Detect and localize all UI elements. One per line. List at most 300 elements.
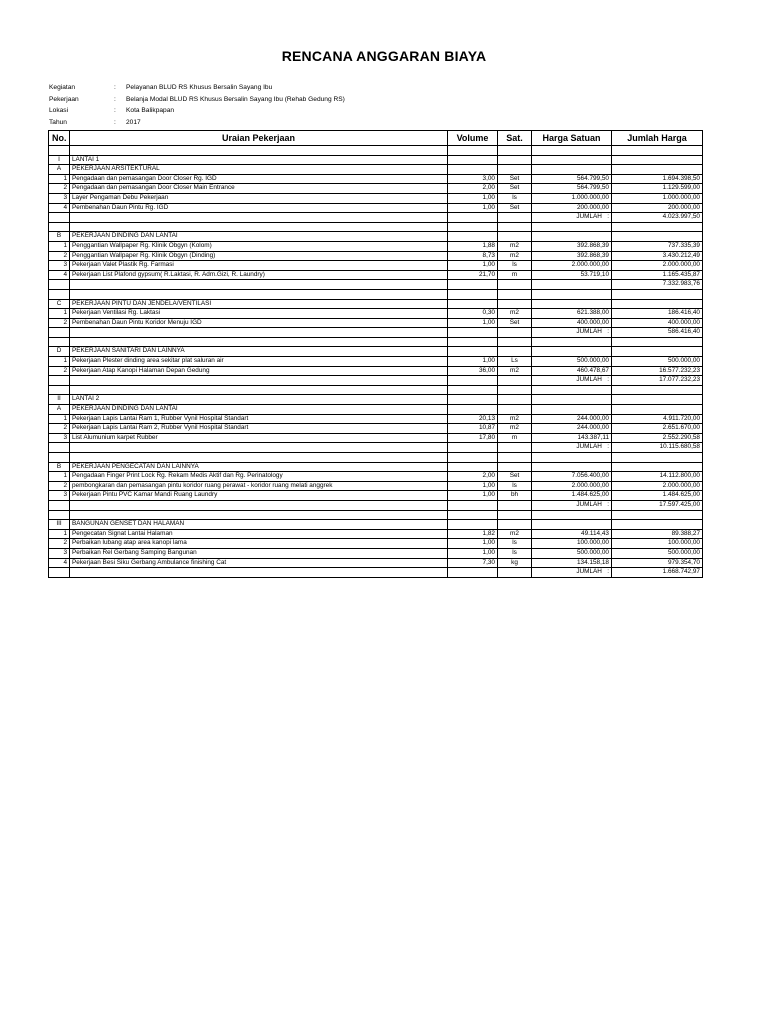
- empty-cell: [70, 289, 448, 299]
- subtotal-value: 1.668.742,97: [612, 568, 703, 578]
- table-row: [49, 548, 703, 558]
- item-volume: 1,88: [448, 241, 498, 251]
- section-row: [49, 165, 703, 175]
- section-no: A: [49, 405, 70, 415]
- table-row: [49, 184, 703, 194]
- header-uraian: Uraian Pekerjaan: [70, 131, 448, 146]
- item-total: 500.000,00: [612, 548, 703, 558]
- spacer-row: [49, 146, 703, 156]
- table-row: [49, 309, 703, 319]
- item-no: 2: [49, 539, 70, 549]
- meta-value: Pelayanan BLUD RS Khusus Bersalin Sayang Ibu: [126, 84, 273, 91]
- section-title: BANGUNAN GENSET DAN HALAMAN: [70, 520, 448, 530]
- item-unit-price: 244.000,00: [532, 424, 612, 434]
- meta-label: Pekerjaan: [49, 95, 79, 103]
- empty-cell: [70, 280, 448, 290]
- empty-cell: [498, 376, 532, 386]
- empty-cell: [498, 520, 532, 530]
- meta-label: Kegiatan: [49, 84, 76, 91]
- item-description: Pengecatan Signat Lantai Halaman: [70, 529, 448, 539]
- item-unit-price: 564.799,50: [532, 174, 612, 184]
- item-no: 3: [49, 433, 70, 443]
- item-volume: 8,73: [448, 251, 498, 261]
- table-row: [49, 366, 703, 376]
- empty-cell: [49, 568, 70, 578]
- empty-cell: [448, 165, 498, 175]
- item-total: 500.000,00: [612, 357, 703, 367]
- item-no: 1: [49, 241, 70, 251]
- meta-row: [49, 105, 345, 117]
- section-no: B: [49, 232, 70, 242]
- subtotal-value: 4.023.997,50: [612, 213, 703, 223]
- header-sat: Sat.: [498, 131, 532, 146]
- empty-cell: [70, 510, 448, 520]
- item-total: 737.335,39: [612, 241, 703, 251]
- item-total: 200.000,00: [612, 203, 703, 213]
- item-volume: 1,00: [448, 261, 498, 271]
- subtotal-label: [532, 443, 612, 453]
- item-unit-price: 134.158,18: [532, 558, 612, 568]
- table-row: [49, 414, 703, 424]
- item-description: Pekerjaan List Plafond gypsum( R.Laktasi, R. Adm.Gizi, R. Laundry): [70, 270, 448, 280]
- item-unit-price: 143.387,11: [532, 433, 612, 443]
- item-no: 2: [49, 424, 70, 434]
- spacer-row: [49, 453, 703, 463]
- empty-cell: [49, 385, 70, 395]
- section-title: PEKERJAAN PINTU DAN JENDELA/VENTILASI: [70, 299, 448, 309]
- empty-cell: [49, 510, 70, 520]
- meta-separator: :: [114, 95, 116, 103]
- subtotal-label-text: JUMLAH: [576, 568, 602, 576]
- item-volume: 36,00: [448, 366, 498, 376]
- item-volume: 1,00: [448, 318, 498, 328]
- meta-separator: :: [114, 107, 116, 114]
- empty-cell: [532, 289, 612, 299]
- subtotal-colon: :: [601, 568, 609, 576]
- empty-cell: [70, 568, 448, 578]
- empty-cell: [49, 337, 70, 347]
- item-total: 1.129.599,00: [612, 184, 703, 194]
- item-unit: ls: [498, 193, 532, 203]
- section-title: LANTAI 1: [70, 155, 448, 165]
- item-unit: Ls: [498, 357, 532, 367]
- empty-cell: [612, 385, 703, 395]
- empty-cell: [49, 146, 70, 156]
- item-unit-price: 392.868,39: [532, 241, 612, 251]
- item-description: Pekerjaan Ventilasi Rg. Laktasi: [70, 309, 448, 319]
- section-title: PEKERJAAN PENGECATAN DAN LAINNYA: [70, 462, 448, 472]
- subtotal-row: [49, 500, 703, 510]
- subtotal-value: 17.597.425,00: [612, 500, 703, 510]
- item-total: 100.000,00: [612, 539, 703, 549]
- spacer-row: [49, 289, 703, 299]
- item-volume: 1,00: [448, 539, 498, 549]
- empty-cell: [49, 222, 70, 232]
- item-total: 1.165.435,87: [612, 270, 703, 280]
- empty-cell: [448, 299, 498, 309]
- section-row: [49, 395, 703, 405]
- empty-cell: [448, 146, 498, 156]
- table-row: [49, 318, 703, 328]
- item-description: Perbaikan lubang atap area kanopi lama: [70, 539, 448, 549]
- item-no: 1: [49, 414, 70, 424]
- item-unit-price: 49.114,43: [532, 529, 612, 539]
- section-row: [49, 405, 703, 415]
- table-row: [49, 558, 703, 568]
- empty-cell: [70, 146, 448, 156]
- meta-separator: :: [114, 84, 116, 91]
- item-no: 1: [49, 357, 70, 367]
- subtotal-colon: :: [601, 213, 609, 221]
- empty-cell: [498, 385, 532, 395]
- section-row: [49, 520, 703, 530]
- item-description: Layer Pengaman Debu Pekerjaan: [70, 193, 448, 203]
- empty-cell: [49, 280, 70, 290]
- empty-cell: [498, 347, 532, 357]
- subtotal-colon: :: [601, 328, 609, 336]
- item-unit: ls: [498, 539, 532, 549]
- header-volume: Volume: [448, 131, 498, 146]
- empty-cell: [70, 222, 448, 232]
- section-no: B: [49, 462, 70, 472]
- empty-cell: [49, 500, 70, 510]
- empty-cell: [612, 347, 703, 357]
- section-no: A: [49, 165, 70, 175]
- empty-cell: [49, 289, 70, 299]
- item-unit-price: 564.799,50: [532, 184, 612, 194]
- empty-cell: [448, 510, 498, 520]
- item-description: pembongkaran dan pemasangan pintu koridor ruang perawat - koridor ruang melati anggrek: [70, 481, 448, 491]
- section-title: PEKERJAAN SANITARI DAN LAINNYA: [70, 347, 448, 357]
- empty-cell: [612, 337, 703, 347]
- empty-cell: [498, 500, 532, 510]
- table-header-row: [49, 131, 703, 146]
- empty-cell: [532, 146, 612, 156]
- empty-cell: [532, 462, 612, 472]
- section-row: [49, 299, 703, 309]
- section-title: PEKERJAAN DINDING DAN LANTAI: [70, 405, 448, 415]
- item-no: 2: [49, 251, 70, 261]
- empty-cell: [498, 405, 532, 415]
- meta-row: [49, 94, 345, 106]
- section-title: PEKERJAAN ARSITEKTURAL: [70, 165, 448, 175]
- item-unit-price: 392.868,39: [532, 251, 612, 261]
- item-unit-price: 500.000,00: [532, 357, 612, 367]
- item-description: Pembenahan Daun Pintu Rg. IGD: [70, 203, 448, 213]
- subtotal-value: 586.416,40: [612, 328, 703, 338]
- subtotal-colon: :: [601, 500, 609, 508]
- empty-cell: [448, 213, 498, 223]
- item-description: Pekerjaan Atap Kanopi Halaman Depan Gedung: [70, 366, 448, 376]
- empty-cell: [448, 520, 498, 530]
- table-row: [49, 472, 703, 482]
- subtotal-row: [49, 213, 703, 223]
- empty-cell: [612, 520, 703, 530]
- table-row: [49, 529, 703, 539]
- section-row: [49, 347, 703, 357]
- empty-cell: [498, 462, 532, 472]
- empty-cell: [498, 165, 532, 175]
- section-row: [49, 462, 703, 472]
- table-row: [49, 357, 703, 367]
- empty-cell: [70, 376, 448, 386]
- empty-cell: [498, 146, 532, 156]
- empty-cell: [498, 337, 532, 347]
- item-no: 4: [49, 203, 70, 213]
- subtotal-label-text: JUMLAH: [576, 376, 602, 384]
- item-total: 1.694.398,50: [612, 174, 703, 184]
- header-jumlah-harga: Jumlah Harga: [612, 131, 703, 146]
- empty-cell: [498, 443, 532, 453]
- meta-row: [49, 117, 345, 129]
- item-description: Pekerjaan Lapis Lantai Ram 1, Rubber Vynil Hospital Standart: [70, 414, 448, 424]
- item-volume: 7,30: [448, 558, 498, 568]
- empty-cell: [70, 328, 448, 338]
- subtotal-label: [532, 500, 612, 510]
- item-unit-price: 100.000,00: [532, 539, 612, 549]
- section-title: LANTAI 2: [70, 395, 448, 405]
- page-title: RENCANA ANGGARAN BIAYA: [281, 48, 487, 64]
- item-volume: 1,00: [448, 481, 498, 491]
- section-no: III: [49, 520, 70, 530]
- empty-cell: [612, 395, 703, 405]
- empty-cell: [448, 232, 498, 242]
- item-no: 2: [49, 481, 70, 491]
- item-total: 1.484.625,00: [612, 491, 703, 501]
- item-total: 186.416,40: [612, 309, 703, 319]
- empty-cell: [498, 280, 532, 290]
- item-volume: 2,00: [448, 184, 498, 194]
- item-volume: 1,82: [448, 529, 498, 539]
- item-no: 3: [49, 193, 70, 203]
- item-volume: 20,13: [448, 414, 498, 424]
- subtotal-row: [49, 280, 703, 290]
- table-row: [49, 261, 703, 271]
- item-volume: 2,00: [448, 472, 498, 482]
- table-row: [49, 241, 703, 251]
- item-unit-price: 460.478,67: [532, 366, 612, 376]
- meta-label: Tahun: [49, 118, 67, 126]
- meta-row: [49, 82, 345, 94]
- item-total: 2.651.670,00: [612, 424, 703, 434]
- section-no: I: [49, 155, 70, 165]
- empty-cell: [612, 222, 703, 232]
- spacer-row: [49, 337, 703, 347]
- empty-cell: [70, 337, 448, 347]
- empty-cell: [498, 328, 532, 338]
- item-unit: m2: [498, 424, 532, 434]
- subtotal-label: [532, 328, 612, 338]
- empty-cell: [49, 328, 70, 338]
- empty-cell: [448, 568, 498, 578]
- item-unit: m2: [498, 414, 532, 424]
- empty-cell: [70, 213, 448, 223]
- table-row: [49, 203, 703, 213]
- section-row: [49, 232, 703, 242]
- empty-cell: [532, 299, 612, 309]
- meta-value: Kota Balikpapan: [126, 107, 175, 114]
- empty-cell: [448, 337, 498, 347]
- item-no: 3: [49, 261, 70, 271]
- subtotal-label: [532, 568, 612, 578]
- item-unit: ls: [498, 481, 532, 491]
- item-total: 4.911.720,00: [612, 414, 703, 424]
- item-no: 1: [49, 529, 70, 539]
- empty-cell: [49, 376, 70, 386]
- spacer-row: [49, 222, 703, 232]
- subtotal-label-text: JUMLAH: [576, 500, 602, 508]
- item-volume: 1,00: [448, 357, 498, 367]
- item-unit-price: 2.000.000,00: [532, 261, 612, 271]
- meta-value: 2017: [126, 118, 141, 126]
- item-volume: 1,00: [448, 548, 498, 558]
- item-description: Pekerjaan Pintu PVC Kamar Mandi Ruang Laundry: [70, 491, 448, 501]
- empty-cell: [448, 376, 498, 386]
- header-no: No.: [49, 131, 70, 146]
- item-no: 4: [49, 270, 70, 280]
- item-unit: m2: [498, 366, 532, 376]
- item-description: Pekerjaan Besi Siku Gerbang Ambulance finishing Cat: [70, 558, 448, 568]
- subtotal-value: 17.077.232,23: [612, 376, 703, 386]
- item-description: Pengadaan dan pemasangan Door Closer Rg. IGD: [70, 174, 448, 184]
- item-description: Pekerjaan Plester dinding area sekitar plat saluran air: [70, 357, 448, 367]
- document-meta: [49, 82, 345, 128]
- empty-cell: [532, 520, 612, 530]
- item-unit-price: 1.000.000,00: [532, 193, 612, 203]
- empty-cell: [448, 405, 498, 415]
- empty-cell: [498, 453, 532, 463]
- empty-cell: [498, 289, 532, 299]
- empty-cell: [70, 385, 448, 395]
- item-unit-price: 500.000,00: [532, 548, 612, 558]
- item-unit-price: 244.000,00: [532, 414, 612, 424]
- empty-cell: [448, 395, 498, 405]
- item-total: 14.112.800,00: [612, 472, 703, 482]
- item-unit: m2: [498, 241, 532, 251]
- item-unit: m: [498, 433, 532, 443]
- item-total: 89.388,27: [612, 529, 703, 539]
- table-row: [49, 251, 703, 261]
- empty-cell: [532, 510, 612, 520]
- empty-cell: [532, 155, 612, 165]
- item-unit-price: 400.000,00: [532, 318, 612, 328]
- item-total: 1.000.000,00: [612, 193, 703, 203]
- item-volume: 3,00: [448, 174, 498, 184]
- subtotal-label: [532, 376, 612, 386]
- empty-cell: [532, 385, 612, 395]
- empty-cell: [532, 453, 612, 463]
- empty-cell: [448, 280, 498, 290]
- empty-cell: [612, 462, 703, 472]
- empty-cell: [612, 232, 703, 242]
- item-unit-price: 621.388,00: [532, 309, 612, 319]
- table-row: [49, 539, 703, 549]
- empty-cell: [448, 155, 498, 165]
- subtotal-label: [532, 213, 612, 223]
- item-unit: ls: [498, 261, 532, 271]
- item-unit-price: 2.000.000,00: [532, 481, 612, 491]
- item-description: Pembenahan Daun Pintu Koridor Menuju IGD: [70, 318, 448, 328]
- subtotal-label: [532, 280, 612, 290]
- empty-cell: [448, 443, 498, 453]
- empty-cell: [448, 289, 498, 299]
- item-unit-price: 53.719,10: [532, 270, 612, 280]
- item-total: 2.000.000,00: [612, 261, 703, 271]
- item-description: Pengadaan dan pemasangan Door Closer Main Entrance: [70, 184, 448, 194]
- item-unit-price: 7.056.400,00: [532, 472, 612, 482]
- empty-cell: [448, 385, 498, 395]
- empty-cell: [70, 443, 448, 453]
- section-no: II: [49, 395, 70, 405]
- item-unit: Set: [498, 203, 532, 213]
- subtotal-value: 10.115.680,58: [612, 443, 703, 453]
- empty-cell: [498, 155, 532, 165]
- item-total: 400.000,00: [612, 318, 703, 328]
- table-row: [49, 481, 703, 491]
- item-unit: Set: [498, 184, 532, 194]
- table-row: [49, 270, 703, 280]
- item-no: 3: [49, 548, 70, 558]
- empty-cell: [612, 155, 703, 165]
- spacer-row: [49, 385, 703, 395]
- empty-cell: [49, 453, 70, 463]
- item-volume: 17,80: [448, 433, 498, 443]
- item-total: 16.577.232,23: [612, 366, 703, 376]
- item-volume: 1,00: [448, 193, 498, 203]
- item-description: Pengadaan Finger Print Lock Rg. Rekam Medis Aktif dan Rg. Perinatology: [70, 472, 448, 482]
- empty-cell: [612, 289, 703, 299]
- empty-cell: [448, 453, 498, 463]
- empty-cell: [498, 510, 532, 520]
- empty-cell: [532, 232, 612, 242]
- item-total: 979.354,70: [612, 558, 703, 568]
- item-no: 2: [49, 184, 70, 194]
- table-row: [49, 491, 703, 501]
- table-row: [49, 433, 703, 443]
- subtotal-label-text: JUMLAH: [576, 213, 602, 221]
- item-description: Pekerjaan Lapis Lantai Ram 2, Rubber Vynil Hospital Standart: [70, 424, 448, 434]
- empty-cell: [498, 222, 532, 232]
- subtotal-label-text: JUMLAH: [576, 328, 602, 336]
- item-unit: bh: [498, 491, 532, 501]
- item-total: 2.000.000,00: [612, 481, 703, 491]
- subtotal-row: [49, 443, 703, 453]
- item-unit: m: [498, 270, 532, 280]
- item-description: Perbaikan Rel Gerbang Samping Bangunan: [70, 548, 448, 558]
- meta-label: Lokasi: [49, 107, 69, 114]
- empty-cell: [532, 337, 612, 347]
- empty-cell: [448, 328, 498, 338]
- item-description: Penggantian Wallpaper Rg. Klinik Obgyn (Kolom): [70, 241, 448, 251]
- subtotal-colon: :: [601, 443, 609, 451]
- item-unit: ls: [498, 548, 532, 558]
- item-description: Pekerjaan Valet Plastik Rg. Farmasi: [70, 261, 448, 271]
- item-no: 4: [49, 558, 70, 568]
- empty-cell: [612, 165, 703, 175]
- meta-separator: :: [114, 118, 116, 126]
- empty-cell: [49, 213, 70, 223]
- empty-cell: [532, 347, 612, 357]
- empty-cell: [498, 395, 532, 405]
- item-volume: 0,30: [448, 309, 498, 319]
- item-volume: 21,70: [448, 270, 498, 280]
- subtotal-row: [49, 568, 703, 578]
- item-description: Penggantian Wallpaper Rg. Klinik Obgyn (Dinding): [70, 251, 448, 261]
- header-harga-satuan: Harga Satuan: [532, 131, 612, 146]
- meta-value: Belanja Modal BLUD RS Khusus Bersalin Sayang Ibu (Rehab Gedung RS): [126, 95, 345, 103]
- empty-cell: [70, 500, 448, 510]
- empty-cell: [612, 510, 703, 520]
